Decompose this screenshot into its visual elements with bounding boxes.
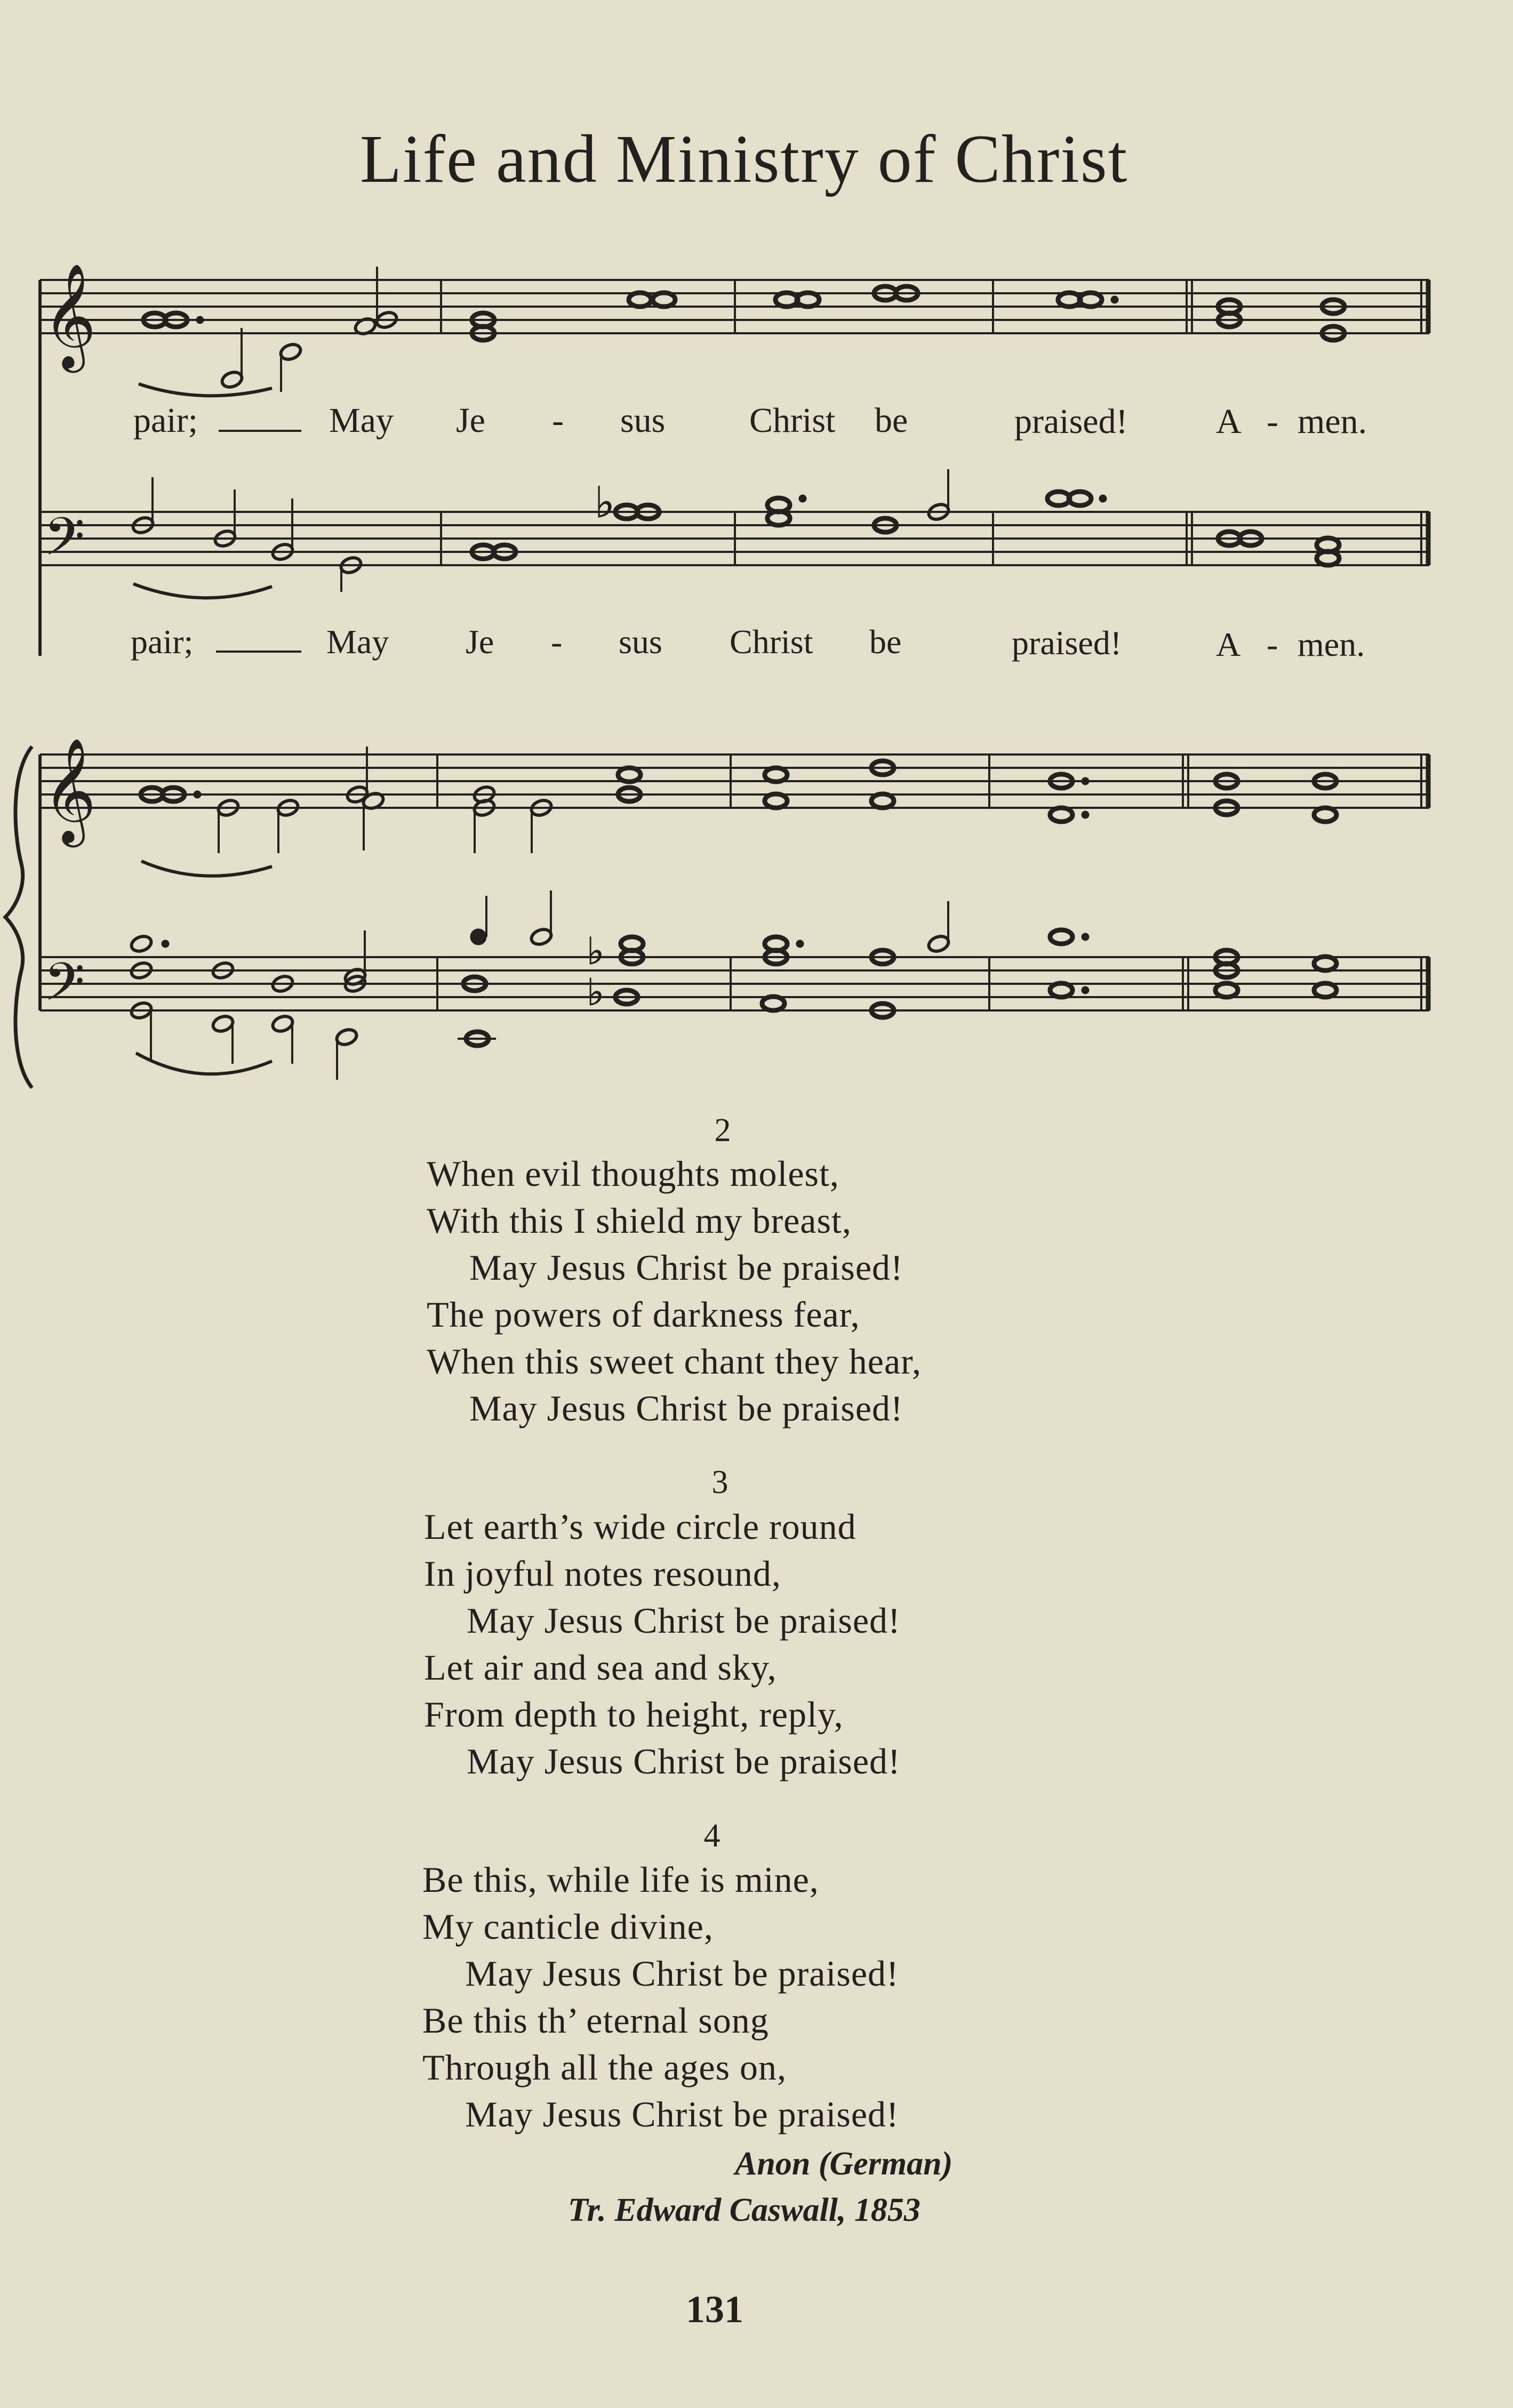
lyric-lower-6: Christ bbox=[730, 623, 813, 661]
lyric-upper-5: sus bbox=[620, 401, 666, 440]
lyric-upper-2: May bbox=[329, 401, 394, 440]
music-score bbox=[0, 235, 1513, 1098]
lyric-lower-8: praised! bbox=[1012, 624, 1122, 662]
lyric-upper-4: - bbox=[552, 401, 564, 440]
svg-text:♭: ♭ bbox=[595, 478, 615, 527]
lyric-lower-1: pair; bbox=[131, 623, 194, 661]
lyric-lower-5: sus bbox=[619, 623, 662, 661]
verse-3-line-3: May Jesus Christ be praised! bbox=[467, 1600, 901, 1641]
verse-2-line-4: The powers of darkness fear, bbox=[427, 1294, 860, 1335]
lyric-lower-9: A bbox=[1216, 625, 1241, 663]
lyric-upper-8: praised! bbox=[1014, 402, 1128, 441]
staff-treble-2 bbox=[40, 754, 1429, 1010]
staff-bass-1 bbox=[40, 512, 1429, 565]
treble-clef-icon-2: 𝄞 bbox=[43, 737, 97, 843]
verse-2-line-3: May Jesus Christ be praised! bbox=[469, 1247, 903, 1288]
verse-3-line-4: Let air and sea and sky, bbox=[424, 1647, 777, 1688]
author-credit: Anon (German) bbox=[735, 2146, 953, 2182]
lyric-lower-11: men. bbox=[1298, 625, 1365, 663]
lyric-lower-7: be bbox=[869, 623, 902, 661]
lyric-lower-2: May bbox=[326, 623, 389, 661]
translator-credit: Tr. Edward Caswall, 1853 bbox=[568, 2192, 920, 2228]
verse-3-line-6: May Jesus Christ be praised! bbox=[467, 1741, 901, 1781]
lyric-upper-6: Christ bbox=[749, 401, 836, 440]
verse-4-line-3: May Jesus Christ be praised! bbox=[465, 1953, 899, 1994]
svg-text:♭: ♭ bbox=[587, 929, 605, 973]
bass-clef-icon: 𝄢 bbox=[44, 507, 85, 581]
bass-clef-icon-2: 𝄢 bbox=[44, 952, 85, 1026]
lyric-upper-11: men. bbox=[1298, 402, 1367, 441]
lyric-upper-7: be bbox=[875, 401, 908, 440]
lyric-lower-3: Je bbox=[466, 623, 494, 661]
verse-4-number: 4 bbox=[703, 1818, 721, 1854]
verse-3-line-1: Let earth’s wide circle round bbox=[424, 1506, 856, 1547]
lyric-upper-9: A bbox=[1216, 402, 1242, 441]
verse-3-line-2: In joyful notes resound, bbox=[424, 1553, 781, 1594]
verse-2-line-2: With this I shield my breast, bbox=[427, 1200, 852, 1241]
verse-4-line-2: My canticle divine, bbox=[422, 1906, 714, 1947]
verse-3-number: 3 bbox=[711, 1464, 729, 1500]
lyric-lower-10: - bbox=[1267, 625, 1278, 663]
verse-4-line-1: Be this, while life is mine, bbox=[422, 1859, 819, 1900]
verse-2-number: 2 bbox=[714, 1112, 731, 1149]
staff-treble-1 bbox=[40, 280, 1429, 656]
brace-icon bbox=[5, 747, 32, 1088]
page-number: 131 bbox=[686, 2288, 743, 2331]
treble-clef-icon: 𝄞 bbox=[43, 263, 97, 368]
verse-2-line-6: May Jesus Christ be praised! bbox=[469, 1388, 903, 1428]
page-title: Life and Ministry of Christ bbox=[359, 121, 1128, 197]
verse-3-line-5: From depth to height, reply, bbox=[424, 1694, 844, 1735]
lyric-lower-4: - bbox=[551, 623, 563, 661]
verse-4-line-5: Through all the ages on, bbox=[422, 2047, 787, 2088]
verse-4-line-6: May Jesus Christ be praised! bbox=[465, 2094, 899, 2134]
lyric-upper-1: pair; bbox=[133, 401, 198, 440]
verse-2-line-1: When evil thoughts molest, bbox=[427, 1153, 839, 1194]
svg-text:♭: ♭ bbox=[587, 970, 605, 1014]
verse-2-line-5: When this sweet chant they hear, bbox=[427, 1341, 922, 1382]
lyric-upper-3: Je bbox=[456, 401, 485, 440]
lyric-upper-10: - bbox=[1267, 402, 1278, 441]
verse-4-line-4: Be this th’ eternal song bbox=[422, 2000, 769, 2041]
